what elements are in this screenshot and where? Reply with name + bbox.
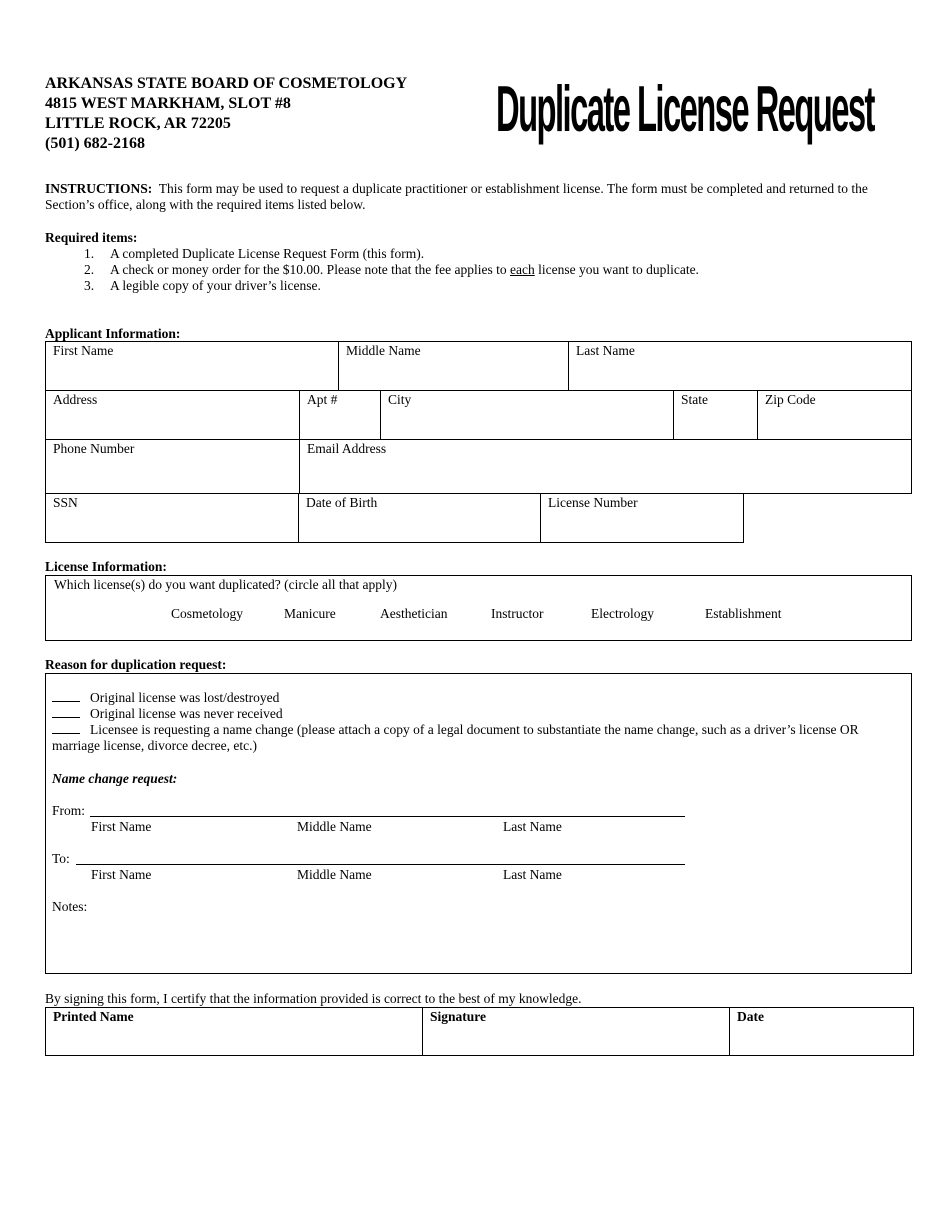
to-first-caption: First Name <box>91 867 152 882</box>
email-field[interactable]: Email Address <box>307 441 387 456</box>
notes-area[interactable] <box>52 917 902 967</box>
license-heading: License Information: <box>45 559 167 574</box>
to-middle-caption: Middle Name <box>297 867 372 882</box>
to-label: To: <box>52 851 70 866</box>
instructions-text: This form may be used to request a duplicate practitioner or establishment license. The form must be completed and returned to the Section’s office, along with the required items listed below. <box>45 181 868 212</box>
phone-field[interactable]: Phone Number <box>53 441 135 456</box>
reason-heading: Reason for duplication request: <box>45 657 227 672</box>
reason-option-lost[interactable]: Original license was lost/destroyed <box>52 690 279 706</box>
from-label: From: <box>52 803 86 818</box>
from-name-line[interactable] <box>90 804 685 817</box>
required-items-heading: Required items: <box>45 230 138 245</box>
state-field[interactable]: State <box>681 392 708 407</box>
org-header <box>45 74 407 154</box>
last-name-field[interactable]: Last Name <box>576 343 635 358</box>
license-option-electrology[interactable]: Electrology <box>591 606 654 621</box>
org-address-line2: LITTLE ROCK, AR 72205 <box>45 115 231 132</box>
emphasis-each: each <box>510 262 535 277</box>
license-option-manicure[interactable]: Manicure <box>284 606 336 621</box>
instructions-label: INSTRUCTIONS: <box>45 181 153 196</box>
first-name-field[interactable]: First Name <box>53 343 114 358</box>
to-name-line[interactable] <box>76 852 685 865</box>
license-question: Which license(s) do you want duplicated? (circle all that apply) <box>54 577 397 592</box>
org-address-line1: 4815 WEST MARKHAM, SLOT #8 <box>45 95 291 112</box>
org-name: ARKANSAS STATE BOARD OF COSMETOLOGY <box>45 75 408 92</box>
notes-label: Notes: <box>52 899 88 914</box>
org-phone: (501) 682-2168 <box>45 135 145 152</box>
dob-field[interactable]: Date of Birth <box>306 495 378 510</box>
license-option-aesthetician[interactable]: Aesthetician <box>380 606 448 621</box>
signature-table <box>45 1007 914 1056</box>
apt-field[interactable]: Apt # <box>307 392 338 407</box>
checkbox-blank[interactable] <box>52 690 80 702</box>
from-last-caption: Last Name <box>503 819 562 834</box>
reason-option-never-received[interactable]: Original license was never received <box>52 706 283 722</box>
reason-option-name-change[interactable]: Licensee is requesting a name change (please attach a copy of a legal document to substantiate the name change, such as a driver’s license OR marriage license, divorce decree, etc.) <box>52 722 859 753</box>
signature-field[interactable]: Signature <box>430 1009 487 1024</box>
license-option-instructor[interactable]: Instructor <box>491 606 544 621</box>
zip-field[interactable]: Zip Code <box>765 392 816 407</box>
address-field[interactable]: Address <box>53 392 98 407</box>
required-item: 3. A legible copy of your driver’s license. <box>84 278 321 293</box>
license-option-establishment[interactable]: Establishment <box>705 606 782 621</box>
certify-statement: By signing this form, I certify that the information provided is correct to the best of my knowledge. <box>45 991 582 1006</box>
from-middle-caption: Middle Name <box>297 819 372 834</box>
license-number-field[interactable]: License Number <box>548 495 638 510</box>
checkbox-blank[interactable] <box>52 706 80 718</box>
required-item: 2. A check or money order for the $10.00. Please note that the fee applies to each license you want to duplicate. <box>84 262 699 277</box>
city-field[interactable]: City <box>388 392 412 407</box>
instructions <box>45 181 915 213</box>
ssn-field[interactable]: SSN <box>53 495 78 510</box>
printed-name-field[interactable]: Printed Name <box>53 1009 134 1024</box>
required-item: 1. A completed Duplicate License Request Form (this form). <box>84 246 425 261</box>
license-option-cosmetology[interactable]: Cosmetology <box>171 606 244 621</box>
name-change-heading: Name change request: <box>52 771 178 786</box>
applicant-heading: Applicant Information: <box>45 326 181 341</box>
middle-name-field[interactable]: Middle Name <box>346 343 421 358</box>
from-first-caption: First Name <box>91 819 152 834</box>
to-last-caption: Last Name <box>503 867 562 882</box>
checkbox-blank[interactable] <box>52 722 80 734</box>
form-title: Duplicate License Request <box>496 72 874 145</box>
applicant-grid <box>45 341 911 543</box>
date-field[interactable]: Date <box>737 1009 764 1024</box>
